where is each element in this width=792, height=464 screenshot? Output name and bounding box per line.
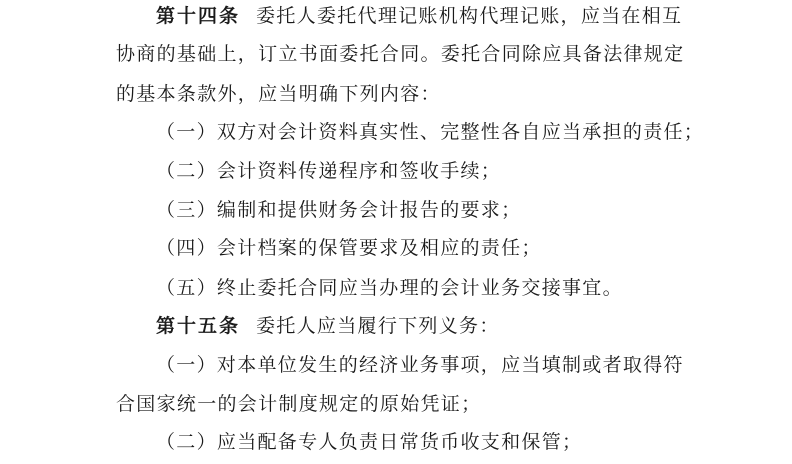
article-14-item-3: （三）编制和提供财务会计报告的要求；: [156, 199, 522, 221]
article-14-line-2: 协商的基础上，订立书面委托合同。委托合同除应具备法律规定: [116, 43, 685, 65]
article-15-item-1: （一）对本单位发生的经济业务事项，应当填制或者取得符: [156, 354, 684, 376]
article-15-intro: 委托人应当履行下列义务：: [256, 315, 500, 337]
article-14-item-2: （二）会计资料传递程序和签收手续；: [156, 160, 502, 182]
article-14-item-5: （五）终止委托合同应当办理的会计业务交接事宜。: [156, 277, 623, 299]
article-15-item-1-continued: 合国家统一的会计制度规定的原始凭证；: [116, 393, 482, 415]
article-14-item-1: （一）双方对会计资料真实性、完整性各自应当承担的责任；: [156, 121, 705, 143]
article-14-line-1: [156, 4, 682, 28]
article-14-intro: 委托人委托代理记账机构代理记账，应当在相互: [256, 5, 683, 27]
article-14-line-3: 的基本条款外，应当明确下列内容：: [116, 83, 441, 105]
article-15-item-2: （二）应当配备专人负责日常货币收支和保管；: [156, 431, 583, 453]
article-15-line-1: [156, 314, 500, 338]
article-14-item-4: （四）会计档案的保管要求及相应的责任；: [156, 237, 542, 259]
article-15-heading: 第十五条: [156, 315, 241, 337]
article-14-heading: 第十四条: [156, 5, 241, 27]
